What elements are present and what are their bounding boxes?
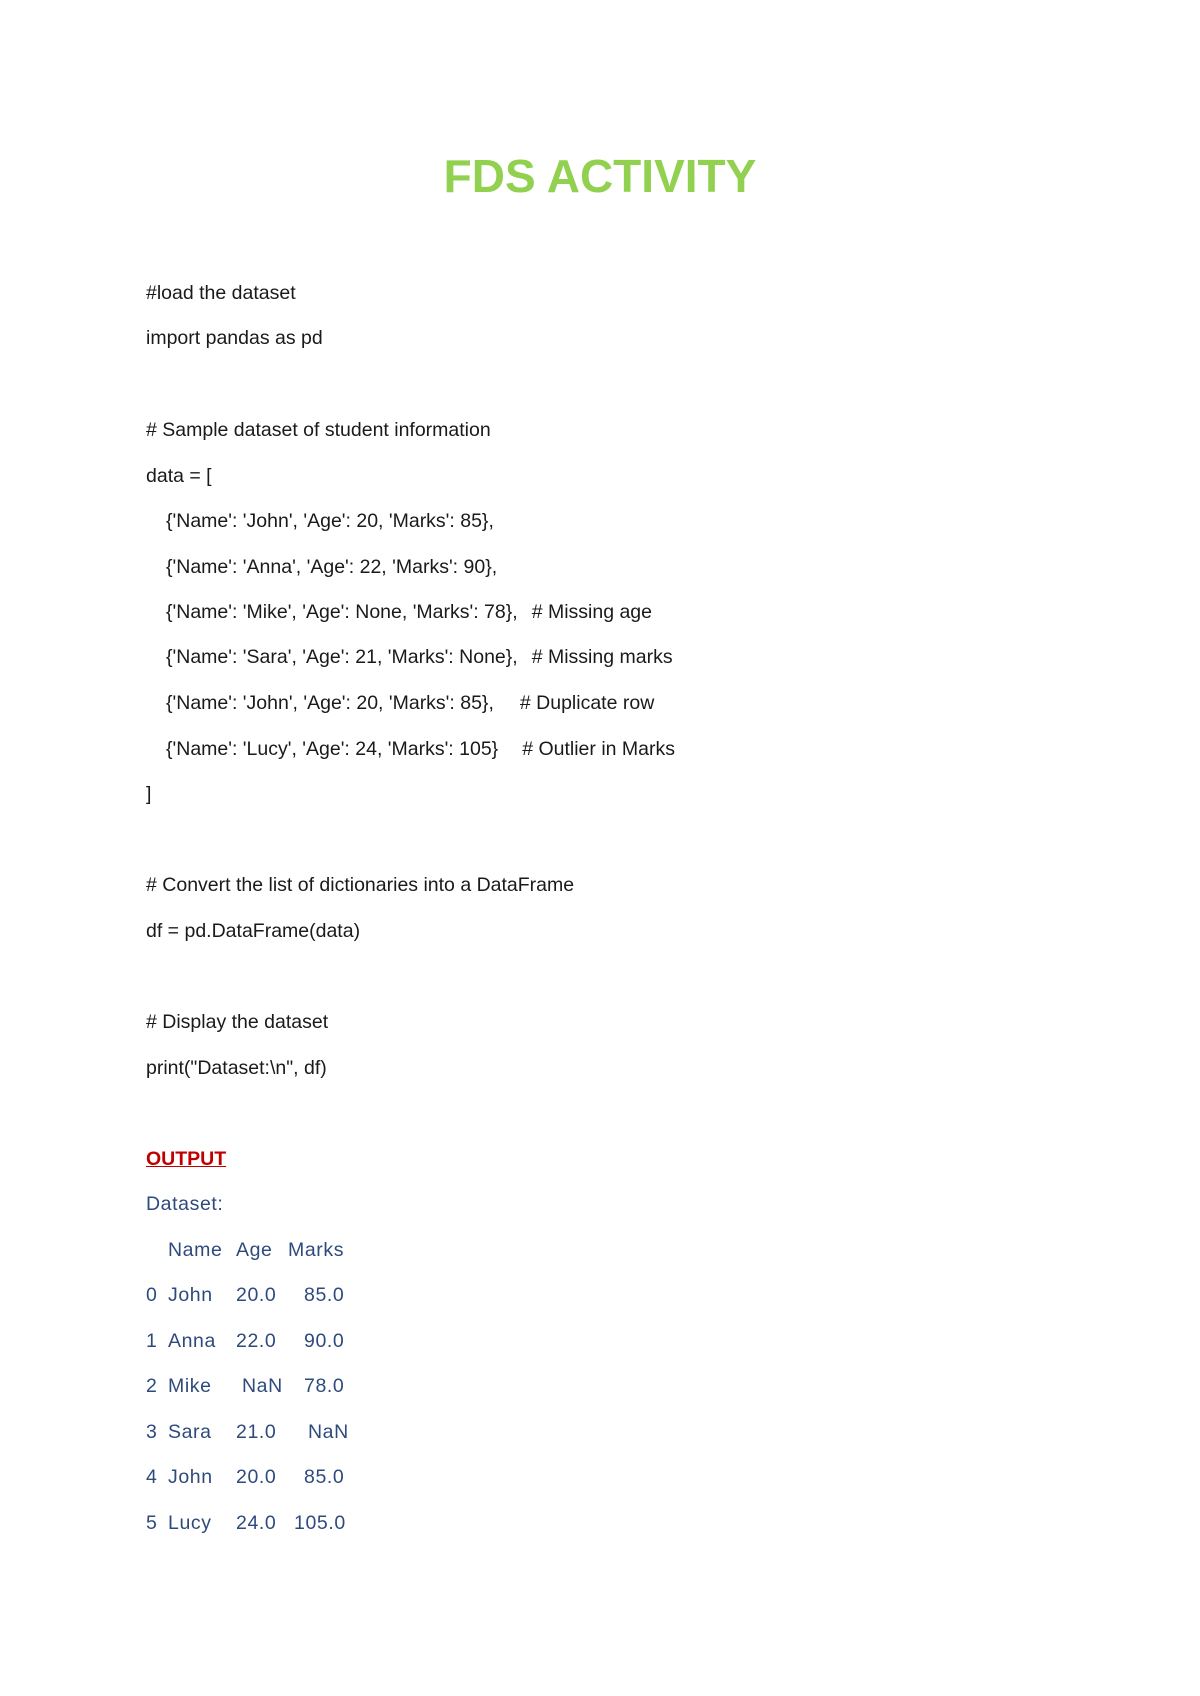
cell-marks: 85.0 [304, 1284, 345, 1306]
data-row-code [166, 600, 652, 624]
df-line: df = pd.DataFrame(data) [146, 920, 361, 942]
cell-age: 22.0 [236, 1330, 277, 1352]
comment-sample: # Sample dataset of student information [146, 419, 491, 441]
row-comment: # Outlier in Marks [522, 738, 675, 760]
row-code: {'Name': 'Lucy', 'Age': 24, 'Marks': 105} [166, 738, 499, 760]
row-code: {'Name': 'Anna', 'Age': 22, 'Marks': 90}, [166, 556, 498, 578]
row-index: 5 [146, 1512, 158, 1534]
row-comment: # Missing marks [531, 646, 673, 668]
output-label: Dataset: [146, 1193, 224, 1215]
cell-marks: 105.0 [294, 1512, 346, 1534]
import-line: import pandas as pd [146, 327, 323, 349]
cell-marks: 90.0 [304, 1330, 345, 1352]
row-index: 4 [146, 1466, 158, 1488]
row-code: {'Name': 'Sara', 'Age': 21, 'Marks': None}, [166, 646, 518, 668]
data-open-line: data = [ [146, 465, 212, 487]
row-index: 0 [146, 1284, 158, 1306]
output-row [146, 1511, 346, 1535]
output-row [146, 1374, 344, 1398]
output-row [146, 1465, 344, 1489]
row-index: 2 [146, 1375, 158, 1397]
cell-age: 20.0 [236, 1284, 277, 1306]
cell-age: 24.0 [236, 1512, 277, 1534]
print-line: print("Dataset:\n", df) [146, 1057, 327, 1079]
cell-name: Anna [168, 1330, 216, 1352]
column-header: Marks [288, 1239, 345, 1261]
row-code: {'Name': 'John', 'Age': 20, 'Marks': 85}, [166, 510, 494, 532]
output-row [146, 1420, 349, 1444]
data-row-code [166, 645, 673, 669]
output-row [146, 1329, 344, 1353]
output-row [146, 1283, 344, 1307]
row-code: {'Name': 'Mike', 'Age': None, 'Marks': 78}, [166, 601, 518, 623]
cell-age: 21.0 [236, 1421, 277, 1443]
cell-name: Mike [168, 1375, 212, 1397]
comment-convert: # Convert the list of dictionaries into a DataFrame [146, 874, 575, 896]
cell-marks: NaN [308, 1421, 349, 1443]
comment-display: # Display the dataset [146, 1011, 329, 1033]
row-index: 3 [146, 1421, 158, 1443]
data-row-code [166, 691, 654, 715]
cell-name: Lucy [168, 1512, 212, 1534]
cell-name: Sara [168, 1421, 212, 1443]
cell-name: John [168, 1284, 213, 1306]
cell-marks: 78.0 [304, 1375, 345, 1397]
row-comment: # Missing age [531, 601, 653, 623]
column-header: Age [236, 1239, 273, 1261]
row-code: {'Name': 'John', 'Age': 20, 'Marks': 85}, [166, 692, 494, 714]
data-row-code [166, 509, 494, 533]
data-close-line: ] [146, 783, 152, 805]
data-row-code [166, 737, 675, 761]
cell-name: John [168, 1466, 213, 1488]
comment-load: #load the dataset [146, 282, 296, 304]
cell-age: NaN [242, 1375, 283, 1397]
row-comment: # Duplicate row [519, 692, 655, 714]
column-header: Name [168, 1239, 223, 1261]
data-row-code [166, 555, 497, 579]
output-heading: OUTPUT [146, 1148, 227, 1170]
page-title: FDS ACTIVITY [443, 150, 757, 202]
cell-age: 20.0 [236, 1466, 277, 1488]
cell-marks: 85.0 [304, 1466, 345, 1488]
output-header-row [146, 1238, 344, 1262]
row-index: 1 [146, 1330, 158, 1352]
